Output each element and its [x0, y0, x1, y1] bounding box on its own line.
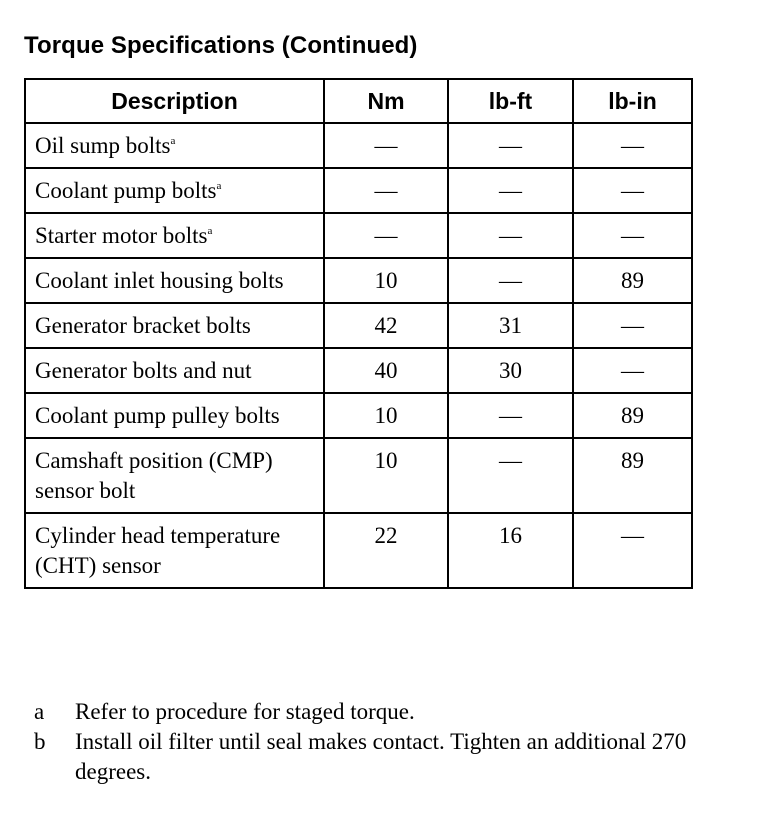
lbft-cell: 16 — [448, 513, 573, 588]
description-text: Cylinder head temperature (CHT) sensor — [35, 523, 281, 578]
footnote-mark: a — [34, 699, 45, 724]
nm-cell: 42 — [324, 303, 448, 348]
footnote-marker: a — [170, 135, 176, 147]
lbin-cell: — — [573, 348, 692, 393]
table-row — [25, 123, 692, 168]
column-header-lbin: lb-in — [573, 79, 692, 123]
description-text: Camshaft position (CMP) sensor bolt — [35, 448, 273, 503]
lbft-cell: 31 — [448, 303, 573, 348]
lbin-cell: 89 — [573, 393, 692, 438]
description-cell — [25, 393, 324, 438]
description-text: Coolant inlet housing bolts — [35, 268, 284, 293]
table-row — [25, 513, 692, 588]
column-header-description: Description — [25, 79, 324, 123]
nm-cell: 10 — [324, 258, 448, 303]
description-cell — [25, 303, 324, 348]
nm-cell: — — [324, 168, 448, 213]
footnote — [34, 697, 694, 727]
table-row — [25, 438, 692, 513]
page-title: Torque Specifications (Continued) — [24, 32, 418, 59]
lbin-cell: 89 — [573, 258, 692, 303]
description-cell — [25, 438, 324, 513]
description-cell — [25, 348, 324, 393]
description-text: Starter motor bolts — [35, 223, 208, 248]
column-header-lbft: lb-ft — [448, 79, 573, 123]
description-text: Coolant pump bolts — [35, 178, 217, 203]
description-cell — [25, 513, 324, 588]
nm-cell: 10 — [324, 438, 448, 513]
nm-cell: — — [324, 123, 448, 168]
lbft-cell: — — [448, 123, 573, 168]
table-row — [25, 258, 692, 303]
footnote-mark: b — [34, 729, 46, 754]
nm-cell: — — [324, 213, 448, 258]
footnote-text: Install oil filter until seal makes contact. Tighten an additional 270 degrees. — [75, 729, 687, 784]
footnote-marker: a — [216, 180, 222, 192]
table-header-row — [25, 79, 692, 123]
lbin-cell: — — [573, 168, 692, 213]
table-row — [25, 168, 692, 213]
lbin-cell: — — [573, 513, 692, 588]
nm-cell: 10 — [324, 393, 448, 438]
description-text: Generator bolts and nut — [35, 358, 252, 383]
lbft-cell: — — [448, 213, 573, 258]
footnote-text: Refer to procedure for staged torque. — [75, 699, 415, 724]
description-text: Generator bracket bolts — [35, 313, 251, 338]
table-row — [25, 303, 692, 348]
lbin-cell: — — [573, 303, 692, 348]
lbft-cell: — — [448, 168, 573, 213]
description-text: Oil sump bolts — [35, 133, 171, 158]
lbin-cell: 89 — [573, 438, 692, 513]
table-row — [25, 213, 692, 258]
column-header-nm: Nm — [324, 79, 448, 123]
lbft-cell: — — [448, 438, 573, 513]
table-row — [25, 393, 692, 438]
footnote — [34, 727, 694, 787]
footnote-marker: a — [207, 225, 213, 237]
lbin-cell: — — [573, 213, 692, 258]
description-cell — [25, 258, 324, 303]
nm-cell: 40 — [324, 348, 448, 393]
torque-spec-table — [24, 78, 693, 589]
description-text: Coolant pump pulley bolts — [35, 403, 280, 428]
lbft-cell: 30 — [448, 348, 573, 393]
lbft-cell: — — [448, 393, 573, 438]
lbft-cell: — — [448, 258, 573, 303]
lbin-cell: — — [573, 123, 692, 168]
footnotes — [34, 697, 694, 787]
nm-cell: 22 — [324, 513, 448, 588]
description-cell — [25, 123, 324, 168]
description-cell — [25, 168, 324, 213]
table-row — [25, 348, 692, 393]
description-cell — [25, 213, 324, 258]
